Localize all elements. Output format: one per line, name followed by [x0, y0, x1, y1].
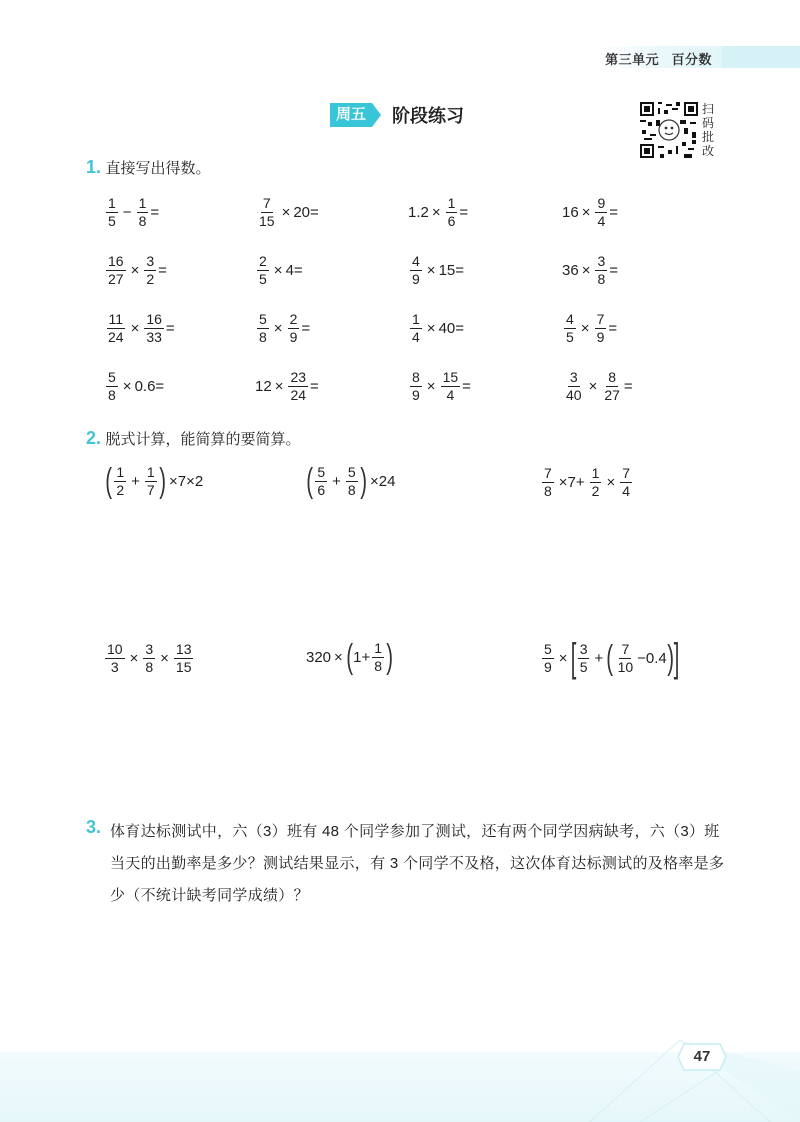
page-number: 47 [693, 1048, 711, 1065]
q2-expression-5: 320 × ( 1+ $\frac{1}{8}$ ) [306, 638, 394, 676]
fraction: $\frac{1}{5}$ [108, 195, 116, 229]
fraction: $\frac{5}{8}$ [347, 463, 356, 498]
number: 20= [293, 204, 319, 221]
q1-expression [562, 254, 618, 287]
day-badge: 周五 [330, 103, 372, 127]
fraction: $\frac{3}{40}$ [566, 369, 582, 403]
operator: × [588, 378, 598, 395]
fraction: $\frac{7}{4}$ [622, 465, 631, 499]
qr-code-icon[interactable] [640, 102, 698, 158]
q1-expression [408, 312, 464, 345]
fraction: $\frac{9}{4}$ [597, 195, 606, 229]
q2-expression-1: ( $\frac{1}{2}$ + $\frac{1}{7}$ ) ×7×2 [105, 462, 204, 500]
equals-sign: = [165, 320, 175, 337]
equals-sign: = [623, 378, 633, 395]
fraction: $\frac{23}{24}$ [290, 369, 307, 403]
number: 1.2 [408, 204, 429, 221]
number: 12 [255, 378, 272, 395]
fraction: $\frac{1}{8}$ [374, 639, 383, 674]
page-title: 阶段练习 [392, 106, 464, 126]
number: 36 [562, 262, 579, 279]
q1-expression [562, 196, 618, 229]
q1-prompt: 直接写出得数。 [105, 160, 211, 177]
q1-expression [255, 370, 319, 403]
equals-sign: = [158, 262, 167, 279]
fraction: $\frac{1}{2}$ [116, 463, 125, 498]
fraction: $\frac{3}{8}$ [597, 253, 606, 287]
q2-number: 2. [86, 428, 102, 448]
fraction: $\frac{7}{9}$ [596, 311, 605, 345]
equals-sign: = [609, 262, 619, 279]
q2-expression-6: $\frac{5}{9}$ × [ $\frac{3}{5}$ + ( $\frac{7}{10}$ −0.4 ) ] [544, 636, 680, 680]
fraction: $\frac{1}{2}$ [591, 465, 600, 499]
fraction: $\frac{7}{15}$ [259, 195, 275, 229]
equals-sign: = [310, 378, 319, 395]
q1-expression [408, 254, 464, 287]
fraction: $\frac{4}{5}$ [566, 311, 574, 345]
q1-expression [104, 196, 159, 229]
q1-expression [408, 370, 471, 403]
fraction: $\frac{1}{4}$ [412, 311, 420, 345]
fraction: $\frac{1}{7}$ [146, 463, 155, 498]
q1-expression [255, 196, 319, 229]
fraction: $\frac{13}{15}$ [175, 641, 192, 675]
qr-label-char: 改 [702, 144, 715, 158]
q1-expression [562, 370, 633, 403]
fraction: $\frac{4}{9}$ [412, 253, 420, 287]
equals-sign: = [609, 204, 619, 221]
operator: × [426, 262, 436, 279]
fraction: $\frac{8}{27}$ [604, 369, 620, 403]
operator: × [581, 204, 591, 221]
fraction: $\frac{11}{24}$ [108, 311, 124, 345]
q1-header [86, 157, 210, 178]
q3-number-text: 3. [86, 817, 102, 837]
operator: × [426, 378, 436, 395]
fraction: $\frac{3}{5}$ [579, 640, 588, 675]
q1-expression [255, 312, 310, 345]
topic-label: 百分数 [671, 52, 712, 67]
q1-expression [562, 312, 617, 345]
q1-expression [255, 254, 303, 287]
number: 16 [562, 204, 579, 221]
number: 4= [285, 262, 303, 279]
fraction: $\frac{8}{9}$ [412, 369, 420, 403]
q2-expression-3: $\frac{7}{8}$ ×7+ $\frac{1}{2}$ × $\frac{7}{4}$ [544, 465, 631, 499]
fraction: $\frac{1}{8}$ [138, 195, 147, 229]
equals-sign: = [608, 320, 618, 337]
q2-header [86, 428, 300, 449]
day-badge-arrow [372, 103, 381, 127]
operator: × [281, 204, 291, 221]
number: 40= [438, 320, 465, 337]
fraction: $\frac{1}{6}$ [447, 195, 456, 229]
running-header [605, 49, 712, 68]
fraction: $\frac{2}{9}$ [289, 311, 298, 345]
header-strip [722, 46, 800, 68]
fraction: $\frac{15}{4}$ [442, 369, 459, 403]
number: 0.6= [134, 378, 165, 395]
equals-sign: = [459, 204, 469, 221]
q2-expression-4: $\frac{10}{3}$ × $\frac{3}{8}$ × $\frac{13}{15}$ [107, 641, 192, 675]
unit-label: 第三单元 [605, 52, 660, 67]
q1-expression [104, 312, 175, 345]
operator: × [273, 262, 283, 279]
qr-label-char: 码 [702, 116, 715, 130]
qr-label-char: 扫 [702, 102, 715, 116]
q2-expression-2: ( $\frac{5}{6}$ + $\frac{5}{8}$ ) ×24 [306, 462, 396, 500]
operator: × [122, 378, 132, 395]
fraction: $\frac{16}{27}$ [108, 253, 124, 287]
fraction: $\frac{5}{6}$ [317, 463, 326, 498]
q1-expression [408, 196, 468, 229]
operator: × [580, 320, 590, 337]
fraction: $\frac{5}{8}$ [108, 369, 116, 403]
q1-expression [104, 254, 167, 287]
q3-number [86, 817, 101, 838]
qr-label-char: 批 [702, 130, 715, 144]
operator: × [274, 378, 284, 395]
q1-number: 1. [86, 157, 102, 177]
operator: × [130, 320, 140, 337]
fraction: $\frac{5}{8}$ [259, 311, 267, 345]
operator: − [122, 204, 132, 221]
fraction: $\frac{10}{3}$ [107, 641, 123, 675]
q2-prompt: 脱式计算，能简算的要简算。 [105, 431, 301, 448]
equals-sign: = [150, 204, 160, 221]
fraction: $\frac{5}{9}$ [544, 640, 552, 675]
equals-sign: = [301, 320, 311, 337]
number: 15= [438, 262, 465, 279]
operator: × [130, 262, 140, 279]
equals-sign: = [462, 378, 471, 395]
fraction: $\frac{3}{2}$ [146, 253, 155, 287]
operator: × [581, 262, 591, 279]
operator: × [273, 320, 283, 337]
operator: × [426, 320, 436, 337]
operator: × [431, 204, 441, 221]
fraction: $\frac{7}{8}$ [544, 465, 552, 499]
qr-label [702, 102, 716, 158]
fraction: $\frac{7}{10}$ [617, 640, 634, 675]
q3-text: 体育达标测试中，六（3）班有 48 个同学参加了测试，还有两个同学因病缺考，六（3）班当天的出勤率是多少？测试结果显示，有 3 个同学不及格，这次体育达标测试的及格率是多少（不统计缺考同学成绩）？ [110, 823, 725, 904]
fraction: $\frac{16}{33}$ [146, 311, 162, 345]
fraction: $\frac{2}{5}$ [259, 253, 267, 287]
fraction: $\frac{3}{8}$ [145, 641, 154, 675]
q1-expression [104, 370, 164, 403]
